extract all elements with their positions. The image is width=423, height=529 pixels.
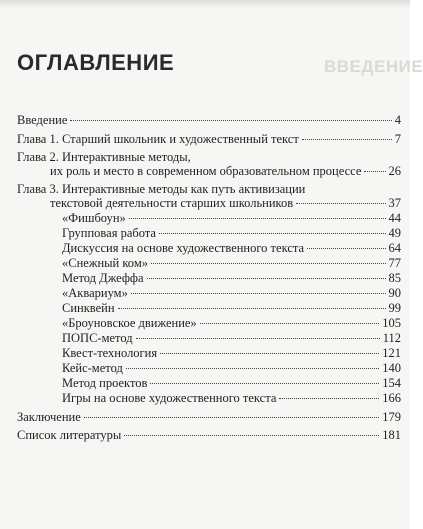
toc-entry-label: Глава 2. Интерактивные методы,: [17, 150, 191, 164]
toc-subentry: [62, 240, 401, 256]
dot-leader: [151, 263, 386, 264]
toc-entry-chapter-1: [17, 131, 401, 147]
toc-entry-page: 90: [388, 286, 401, 300]
toc-subentry: [62, 225, 401, 241]
toc-entry-page: 49: [388, 226, 401, 240]
toc-entry-page: 140: [382, 361, 401, 375]
dot-leader: [136, 338, 380, 339]
toc-entry-page: 105: [382, 316, 401, 330]
dot-leader: [84, 417, 380, 418]
bleed-through-heading: ВВЕДЕНИЕ: [324, 57, 423, 76]
toc-entry-label: Метод проектов: [62, 376, 148, 390]
toc-entry-chapter-3-continued: [50, 195, 401, 211]
toc-entry-label: Глава 3. Интерактивные методы как путь активизации: [17, 182, 306, 196]
toc-entry-label: «Фишбоун»: [62, 211, 126, 225]
toc-entry-page: 4: [394, 113, 401, 127]
toc-entry-label: «Броуновское движение»: [62, 316, 197, 330]
toc-entry-page: 112: [382, 331, 401, 345]
toc-subentry: [62, 285, 401, 301]
dot-leader: [364, 171, 385, 172]
toc-entry-label: Кейс-метод: [62, 361, 123, 375]
toc-subentry: [62, 390, 401, 406]
toc-entry-label: Игры на основе художественного текста: [62, 391, 277, 405]
toc-entry-label: Заключение: [17, 410, 81, 424]
toc-entry-label: Введение: [17, 113, 68, 127]
toc-entry-label: текстовой деятельности старших школьников: [50, 196, 294, 210]
toc-subentry: [62, 255, 401, 271]
toc-entry-page: 44: [388, 211, 401, 225]
toc-subentry: [62, 300, 401, 316]
toc-subentry: [62, 315, 401, 331]
toc-entry-page: 37: [388, 196, 401, 210]
toc-entry-label: их роль и место в современном образовательном процессе: [50, 164, 362, 178]
dot-leader: [147, 278, 386, 279]
toc-entry-page: 7: [394, 132, 401, 146]
toc-entry-conclusion: [17, 409, 401, 425]
toc-entry-page: 179: [382, 410, 401, 424]
toc-entry-label: Список литературы: [17, 428, 122, 442]
toc-entry-bibliography: [17, 427, 401, 443]
toc-entry-label: Дискуссия на основе художественного текста: [62, 241, 305, 255]
dot-leader: [118, 308, 386, 309]
dot-leader: [131, 293, 386, 294]
toc-entry-label: ПОПС-метод: [62, 331, 133, 345]
toc-entry-label: «Аквариум»: [62, 286, 128, 300]
toc-subentry: [62, 375, 401, 391]
dot-leader: [296, 203, 385, 204]
page-title: ОГЛАВЛЕНИЕ: [17, 50, 175, 75]
toc-subentry: [62, 345, 401, 361]
dot-leader: [307, 248, 385, 249]
dot-leader: [279, 398, 379, 399]
dot-leader: [70, 120, 391, 121]
toc-entry-page: 121: [382, 346, 401, 360]
toc-subentry: [62, 210, 401, 226]
toc-entry-label: Квест-технология: [62, 346, 158, 360]
dot-leader: [160, 353, 379, 354]
toc-entry-page: 64: [388, 241, 401, 255]
dot-leader: [159, 233, 386, 234]
dot-leader: [126, 368, 379, 369]
dot-leader: [124, 435, 379, 436]
toc-subentry: [62, 360, 401, 376]
toc-entry-page: 181: [382, 428, 401, 442]
toc-entry-page: 26: [388, 164, 401, 178]
toc-entry-label: «Снежный ком»: [62, 256, 148, 270]
toc-entry-page: 85: [388, 271, 401, 285]
toc-entry-page: 166: [382, 391, 401, 405]
dot-leader: [129, 218, 386, 219]
toc-entry-label: Глава 1. Старший школьник и художественный текст: [17, 132, 299, 146]
toc-subentry: [62, 270, 401, 286]
dot-leader: [150, 383, 379, 384]
toc-entry-page: 77: [388, 256, 401, 270]
toc-entry-label: Метод Джеффа: [62, 271, 144, 285]
dot-leader: [302, 139, 392, 140]
toc-entry-label: Групповая работа: [62, 226, 156, 240]
toc-entry-page: 99: [388, 301, 401, 315]
toc-entry-page: 154: [382, 376, 401, 390]
toc-entry-chapter-2-continued: [50, 163, 401, 179]
dot-leader: [200, 323, 380, 324]
toc-subentry: [62, 330, 401, 346]
toc-entry-label: Синквейн: [62, 301, 115, 315]
toc-entry-introduction: [17, 112, 401, 128]
